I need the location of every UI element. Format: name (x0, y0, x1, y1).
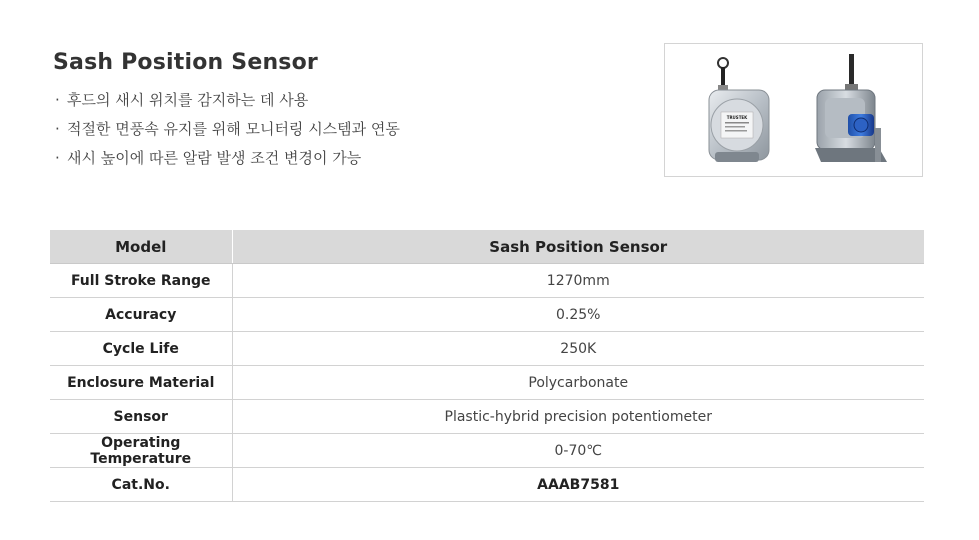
table-row (50, 366, 924, 400)
row-label: Operating Temperature (50, 434, 232, 468)
catalog-number: AAAB7581 (232, 468, 924, 502)
bullet-dot: · (55, 120, 60, 138)
feature-text: 후드의 새시 위치를 감지하는 데 사용 (67, 91, 309, 109)
row-label: Full Stroke Range (50, 264, 232, 298)
row-value: Polycarbonate (232, 366, 924, 400)
feature-item (55, 147, 400, 176)
header-product: Sash Position Sensor (232, 230, 924, 264)
sensor-front-view (709, 58, 769, 162)
feature-item (55, 89, 400, 118)
sensor-illustration (665, 44, 922, 176)
row-label: Cycle Life (50, 332, 232, 366)
table-row (50, 264, 924, 298)
row-value: 0-70℃ (232, 434, 924, 468)
table-row (50, 298, 924, 332)
row-value: 250K (232, 332, 924, 366)
table-header-row (50, 230, 924, 264)
table-row (50, 434, 924, 468)
row-value: 0.25% (232, 298, 924, 332)
feature-list (55, 89, 400, 176)
row-label: Accuracy (50, 298, 232, 332)
table-row (50, 332, 924, 366)
bullet-dot: · (55, 149, 60, 167)
brand-label: TRUSTEK (726, 115, 748, 120)
feature-text: 새시 높이에 따른 알람 발생 조건 변경이 가능 (67, 149, 362, 167)
table-row (50, 400, 924, 434)
row-label: Enclosure Material (50, 366, 232, 400)
page-title: Sash Position Sensor (53, 50, 318, 75)
row-label: Sensor (50, 400, 232, 434)
sensor-side-view (815, 54, 887, 162)
header-model: Model (50, 230, 232, 264)
row-value: Plastic-hybrid precision potentiometer (232, 400, 924, 434)
product-photo (664, 43, 923, 177)
spec-table (50, 230, 924, 502)
bullet-dot: · (55, 91, 60, 109)
feature-text: 적절한 면풍속 유지를 위해 모니터링 시스템과 연동 (67, 120, 400, 138)
row-value: 1270mm (232, 264, 924, 298)
row-label: Cat.No. (50, 468, 232, 502)
table-row (50, 468, 924, 502)
feature-item (55, 118, 400, 147)
